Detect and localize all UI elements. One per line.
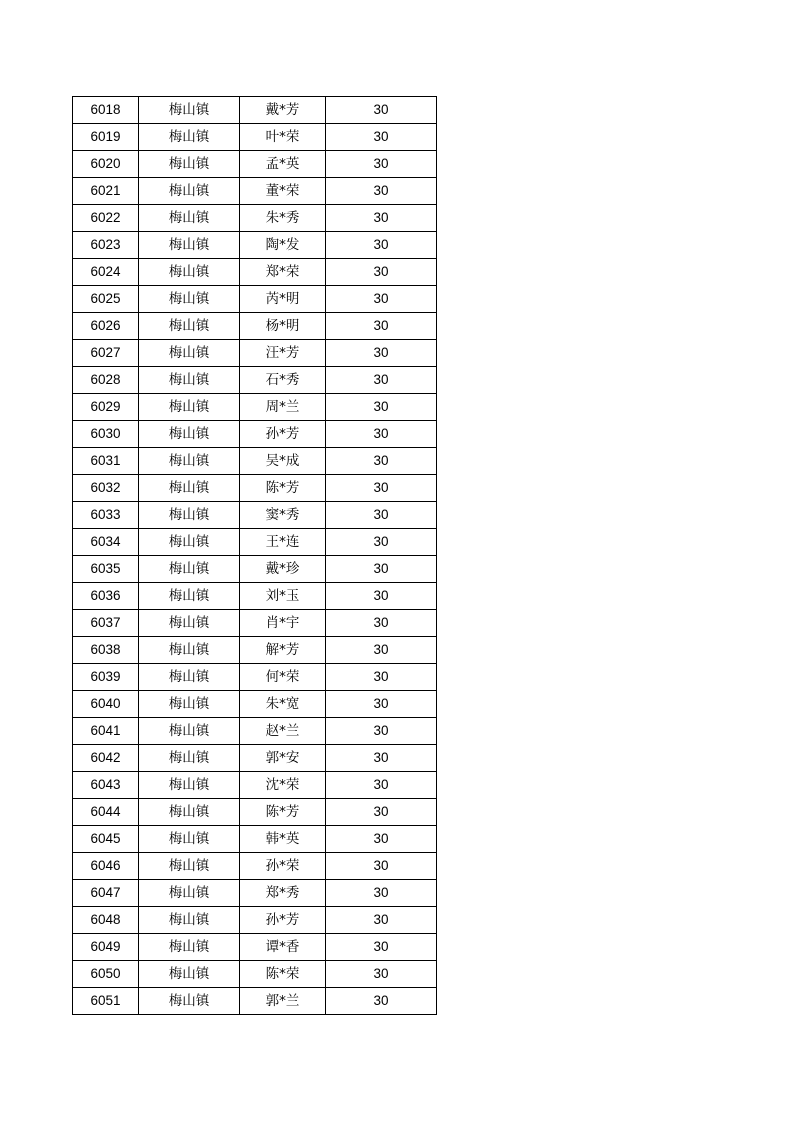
town-cell: 梅山镇 (139, 421, 240, 448)
row-id-cell: 6044 (73, 799, 139, 826)
table-row (73, 988, 437, 1015)
person-name-cell: 汪*芳 (240, 340, 326, 367)
town-cell: 梅山镇 (139, 448, 240, 475)
row-id-cell: 6019 (73, 124, 139, 151)
row-id-cell: 6051 (73, 988, 139, 1015)
person-name-cell: 郭*安 (240, 745, 326, 772)
table-row (73, 124, 437, 151)
table-row (73, 448, 437, 475)
row-id-cell: 6021 (73, 178, 139, 205)
town-cell: 梅山镇 (139, 826, 240, 853)
amount-cell: 30 (326, 448, 437, 475)
table-row (73, 475, 437, 502)
amount-cell: 30 (326, 880, 437, 907)
town-cell: 梅山镇 (139, 961, 240, 988)
row-id-cell: 6043 (73, 772, 139, 799)
row-id-cell: 6048 (73, 907, 139, 934)
row-id-cell: 6036 (73, 583, 139, 610)
amount-cell: 30 (326, 853, 437, 880)
town-cell: 梅山镇 (139, 124, 240, 151)
table-row (73, 205, 437, 232)
person-name-cell: 谭*香 (240, 934, 326, 961)
row-id-cell: 6020 (73, 151, 139, 178)
row-id-cell: 6027 (73, 340, 139, 367)
amount-cell: 30 (326, 502, 437, 529)
person-name-cell: 郑*荣 (240, 259, 326, 286)
town-cell: 梅山镇 (139, 151, 240, 178)
person-name-cell: 王*连 (240, 529, 326, 556)
row-id-cell: 6045 (73, 826, 139, 853)
table-row (73, 583, 437, 610)
table-row (73, 880, 437, 907)
amount-cell: 30 (326, 367, 437, 394)
person-name-cell: 芮*明 (240, 286, 326, 313)
town-cell: 梅山镇 (139, 97, 240, 124)
table-row (73, 718, 437, 745)
table-row (73, 178, 437, 205)
table-row (73, 340, 437, 367)
person-name-cell: 赵*兰 (240, 718, 326, 745)
person-name-cell: 戴*芳 (240, 97, 326, 124)
table-row (73, 259, 437, 286)
person-name-cell: 韩*英 (240, 826, 326, 853)
amount-cell: 30 (326, 691, 437, 718)
person-name-cell: 朱*宽 (240, 691, 326, 718)
table-row (73, 799, 437, 826)
person-name-cell: 孟*英 (240, 151, 326, 178)
town-cell: 梅山镇 (139, 286, 240, 313)
amount-cell: 30 (326, 826, 437, 853)
row-id-cell: 6050 (73, 961, 139, 988)
table-row (73, 394, 437, 421)
town-cell: 梅山镇 (139, 718, 240, 745)
row-id-cell: 6040 (73, 691, 139, 718)
town-cell: 梅山镇 (139, 907, 240, 934)
town-cell: 梅山镇 (139, 205, 240, 232)
town-cell: 梅山镇 (139, 340, 240, 367)
town-cell: 梅山镇 (139, 772, 240, 799)
row-id-cell: 6024 (73, 259, 139, 286)
amount-cell: 30 (326, 178, 437, 205)
table-row (73, 556, 437, 583)
row-id-cell: 6049 (73, 934, 139, 961)
table-row (73, 232, 437, 259)
town-cell: 梅山镇 (139, 745, 240, 772)
roster-body (73, 97, 437, 1015)
person-name-cell: 窦*秀 (240, 502, 326, 529)
amount-cell: 30 (326, 718, 437, 745)
amount-cell: 30 (326, 799, 437, 826)
person-name-cell: 陈*荣 (240, 961, 326, 988)
amount-cell: 30 (326, 934, 437, 961)
roster-table (72, 96, 437, 1015)
table-row (73, 961, 437, 988)
town-cell: 梅山镇 (139, 475, 240, 502)
amount-cell: 30 (326, 340, 437, 367)
row-id-cell: 6033 (73, 502, 139, 529)
town-cell: 梅山镇 (139, 529, 240, 556)
amount-cell: 30 (326, 907, 437, 934)
table-row (73, 907, 437, 934)
table-row (73, 637, 437, 664)
amount-cell: 30 (326, 610, 437, 637)
town-cell: 梅山镇 (139, 610, 240, 637)
person-name-cell: 沈*荣 (240, 772, 326, 799)
person-name-cell: 吴*成 (240, 448, 326, 475)
row-id-cell: 6022 (73, 205, 139, 232)
row-id-cell: 6026 (73, 313, 139, 340)
amount-cell: 30 (326, 124, 437, 151)
amount-cell: 30 (326, 961, 437, 988)
amount-cell: 30 (326, 664, 437, 691)
town-cell: 梅山镇 (139, 583, 240, 610)
table-row (73, 529, 437, 556)
amount-cell: 30 (326, 205, 437, 232)
person-name-cell: 孙*芳 (240, 907, 326, 934)
person-name-cell: 肖*宇 (240, 610, 326, 637)
table-row (73, 610, 437, 637)
amount-cell: 30 (326, 556, 437, 583)
row-id-cell: 6039 (73, 664, 139, 691)
town-cell: 梅山镇 (139, 394, 240, 421)
person-name-cell: 孙*荣 (240, 853, 326, 880)
town-cell: 梅山镇 (139, 178, 240, 205)
amount-cell: 30 (326, 421, 437, 448)
row-id-cell: 6046 (73, 853, 139, 880)
table-row (73, 664, 437, 691)
row-id-cell: 6035 (73, 556, 139, 583)
town-cell: 梅山镇 (139, 637, 240, 664)
table-row (73, 367, 437, 394)
town-cell: 梅山镇 (139, 232, 240, 259)
row-id-cell: 6038 (73, 637, 139, 664)
table-row (73, 691, 437, 718)
person-name-cell: 解*芳 (240, 637, 326, 664)
town-cell: 梅山镇 (139, 556, 240, 583)
amount-cell: 30 (326, 394, 437, 421)
person-name-cell: 孙*芳 (240, 421, 326, 448)
town-cell: 梅山镇 (139, 691, 240, 718)
amount-cell: 30 (326, 772, 437, 799)
town-cell: 梅山镇 (139, 880, 240, 907)
row-id-cell: 6042 (73, 745, 139, 772)
amount-cell: 30 (326, 313, 437, 340)
town-cell: 梅山镇 (139, 799, 240, 826)
person-name-cell: 叶*荣 (240, 124, 326, 151)
person-name-cell: 陈*芳 (240, 799, 326, 826)
amount-cell: 30 (326, 151, 437, 178)
amount-cell: 30 (326, 637, 437, 664)
person-name-cell: 董*荣 (240, 178, 326, 205)
row-id-cell: 6018 (73, 97, 139, 124)
amount-cell: 30 (326, 286, 437, 313)
person-name-cell: 陶*发 (240, 232, 326, 259)
row-id-cell: 6034 (73, 529, 139, 556)
row-id-cell: 6030 (73, 421, 139, 448)
row-id-cell: 6029 (73, 394, 139, 421)
town-cell: 梅山镇 (139, 988, 240, 1015)
amount-cell: 30 (326, 988, 437, 1015)
table-row (73, 97, 437, 124)
person-name-cell: 何*荣 (240, 664, 326, 691)
person-name-cell: 杨*明 (240, 313, 326, 340)
table-row (73, 853, 437, 880)
amount-cell: 30 (326, 745, 437, 772)
table-row (73, 313, 437, 340)
amount-cell: 30 (326, 583, 437, 610)
town-cell: 梅山镇 (139, 502, 240, 529)
town-cell: 梅山镇 (139, 664, 240, 691)
town-cell: 梅山镇 (139, 853, 240, 880)
table-row (73, 502, 437, 529)
table-row (73, 934, 437, 961)
person-name-cell: 郑*秀 (240, 880, 326, 907)
row-id-cell: 6047 (73, 880, 139, 907)
table-row (73, 421, 437, 448)
table-row (73, 772, 437, 799)
row-id-cell: 6031 (73, 448, 139, 475)
table-row (73, 745, 437, 772)
person-name-cell: 刘*玉 (240, 583, 326, 610)
person-name-cell: 石*秀 (240, 367, 326, 394)
row-id-cell: 6025 (73, 286, 139, 313)
amount-cell: 30 (326, 232, 437, 259)
table-row (73, 151, 437, 178)
row-id-cell: 6032 (73, 475, 139, 502)
row-id-cell: 6041 (73, 718, 139, 745)
row-id-cell: 6023 (73, 232, 139, 259)
person-name-cell: 陈*芳 (240, 475, 326, 502)
person-name-cell: 戴*珍 (240, 556, 326, 583)
town-cell: 梅山镇 (139, 259, 240, 286)
table-row (73, 286, 437, 313)
amount-cell: 30 (326, 475, 437, 502)
town-cell: 梅山镇 (139, 934, 240, 961)
person-name-cell: 朱*秀 (240, 205, 326, 232)
table-row (73, 826, 437, 853)
amount-cell: 30 (326, 97, 437, 124)
town-cell: 梅山镇 (139, 367, 240, 394)
amount-cell: 30 (326, 529, 437, 556)
person-name-cell: 郭*兰 (240, 988, 326, 1015)
amount-cell: 30 (326, 259, 437, 286)
town-cell: 梅山镇 (139, 313, 240, 340)
row-id-cell: 6037 (73, 610, 139, 637)
row-id-cell: 6028 (73, 367, 139, 394)
person-name-cell: 周*兰 (240, 394, 326, 421)
